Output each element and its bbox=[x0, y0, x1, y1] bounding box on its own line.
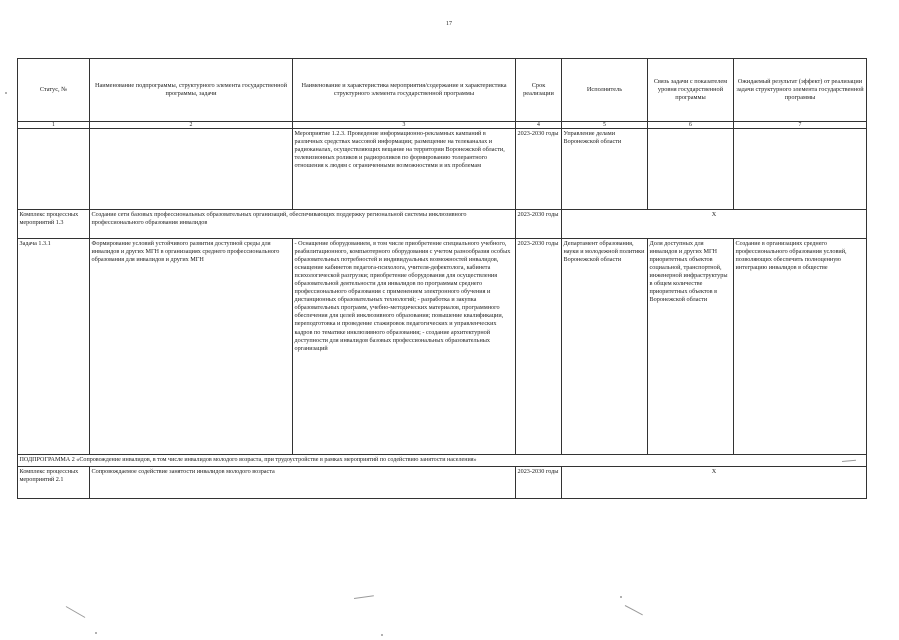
scan-artifact bbox=[620, 596, 622, 598]
column-number: 4 bbox=[516, 122, 562, 129]
column-number: 7 bbox=[734, 122, 867, 129]
header-executor: Исполнитель bbox=[562, 59, 648, 122]
header-result: Ожидаемый результат (эффект) от реализации задачи структурного элемента государственной программы bbox=[734, 59, 867, 122]
table-row bbox=[18, 129, 867, 210]
table-row bbox=[18, 467, 867, 499]
row1-measure: Мероприятие 1.2.3. Проведение информационно-рекламных кампаний в различных средствах массовой информации; размещение на телеканалах и радиоканалах, осуществляющих вещание на территории Воронежской области, телевизионных роликов и радиороликов по формированию толерантного отношения к людям с ограниченными возможностями и их проблемам bbox=[293, 129, 516, 210]
scan-artifact bbox=[5, 92, 7, 94]
header-link: Связь задачи с показателем уровня государственной программы bbox=[648, 59, 734, 122]
header-status: Статус, № bbox=[18, 59, 90, 122]
scan-artifact bbox=[66, 606, 86, 618]
header-name: Наименование подпрограммы, структурного элемента государственной программы, задачи bbox=[90, 59, 293, 122]
column-number: 1 bbox=[18, 122, 90, 129]
row1-link bbox=[648, 129, 734, 210]
row3-result: Создание в организациях среднего профессионального образования условий, позволяющих обеспечить полноценную интеграцию инвалидов в обществе bbox=[734, 239, 867, 455]
column-number: 6 bbox=[648, 122, 734, 129]
scan-artifact bbox=[354, 595, 374, 599]
row3-measure: - Оснащение оборудованием, в том числе приобретение специального учебного, реабилитационного, компьютерного оборудования с учетом разнообразия особых образовательных потребностей и индивидуальных возможностей инвалидов, оснащение кабинетов педагога-психолога, учителя-дефектолога, кабинета психологической разгрузки; приобретение оборудования для осуществления образовательной деятельности для инвалидов по программам среднего профессионального образования с применением электронного обучения и дистанционных образовательных технологий; - разработка и закупка образовательных программ, учебно-методических материалов, программного обеспечения для целей инклюзивного образования; повышение квалификации, переподготовка и проведение стажировок педагогических и управленческих кадров по тематике инклюзивного образования; - создание архитектурной доступности для инвалидов базовых профессиональных образовательных организаций bbox=[293, 239, 516, 455]
row1-term: 2023-2030 годы bbox=[516, 129, 562, 210]
row2-term: 2023-2030 годы bbox=[516, 210, 562, 239]
row1-result bbox=[734, 129, 867, 210]
subprogram-title: ПОДПРОГРАММА 2 «Сопровождение инвалидов, в том числе инвалидов молодого возраста, при трудоустройстве в рамках мероприятий по содействию занятости населения» bbox=[18, 455, 867, 467]
header-measure: Наименование и характеристика мероприятия/содержание и характеристика структурного элемента государственной программы bbox=[293, 59, 516, 122]
header-row bbox=[18, 59, 867, 122]
scan-artifact bbox=[625, 605, 643, 615]
scan-artifact bbox=[381, 634, 383, 636]
column-number: 2 bbox=[90, 122, 293, 129]
row4-x-mark: X bbox=[562, 467, 867, 499]
column-number-row bbox=[18, 122, 867, 129]
program-table bbox=[17, 58, 867, 499]
row4-term: 2023-2030 годы bbox=[516, 467, 562, 499]
row4-name: Сопровождаемое содействие занятости инвалидов молодого возраста bbox=[90, 467, 516, 499]
table-row bbox=[18, 239, 867, 455]
row2-name: Создание сети базовых профессиональных образовательных организаций, обеспечивающих поддержку региональной системы инклюзивного профессионального образования инвалидов bbox=[90, 210, 516, 239]
row2-status: Комплекс процессных мероприятий 1.3 bbox=[18, 210, 90, 239]
row1-executor: Управление делами Воронежской области bbox=[562, 129, 648, 210]
row2-x-mark: X bbox=[562, 210, 867, 239]
row3-term: 2023-2030 годы bbox=[516, 239, 562, 455]
page-number: 17 bbox=[446, 21, 452, 27]
row1-status bbox=[18, 129, 90, 210]
subprogram-row bbox=[18, 455, 867, 467]
row4-status: Комплекс процессных мероприятий 2.1 bbox=[18, 467, 90, 499]
row3-status: Задача 1.3.1 bbox=[18, 239, 90, 455]
row1-name bbox=[90, 129, 293, 210]
row3-link: Доля доступных для инвалидов и других МГН приоритетных объектов социальной, транспортной, инженерной инфраструктуры в общем количестве приоритетных объектов в Воронежской области bbox=[648, 239, 734, 455]
column-number: 3 bbox=[293, 122, 516, 129]
column-number: 5 bbox=[562, 122, 648, 129]
table-row bbox=[18, 210, 867, 239]
row3-executor: Департамент образования, науки и молодежной политики Воронежской области bbox=[562, 239, 648, 455]
row3-name: Формирование условий устойчивого развития доступной среды для инвалидов и других МГН в организациях среднего профессионального образования для инвалидов и других МГН bbox=[90, 239, 293, 455]
header-term: Срок реализации bbox=[516, 59, 562, 122]
scan-artifact bbox=[95, 632, 97, 634]
